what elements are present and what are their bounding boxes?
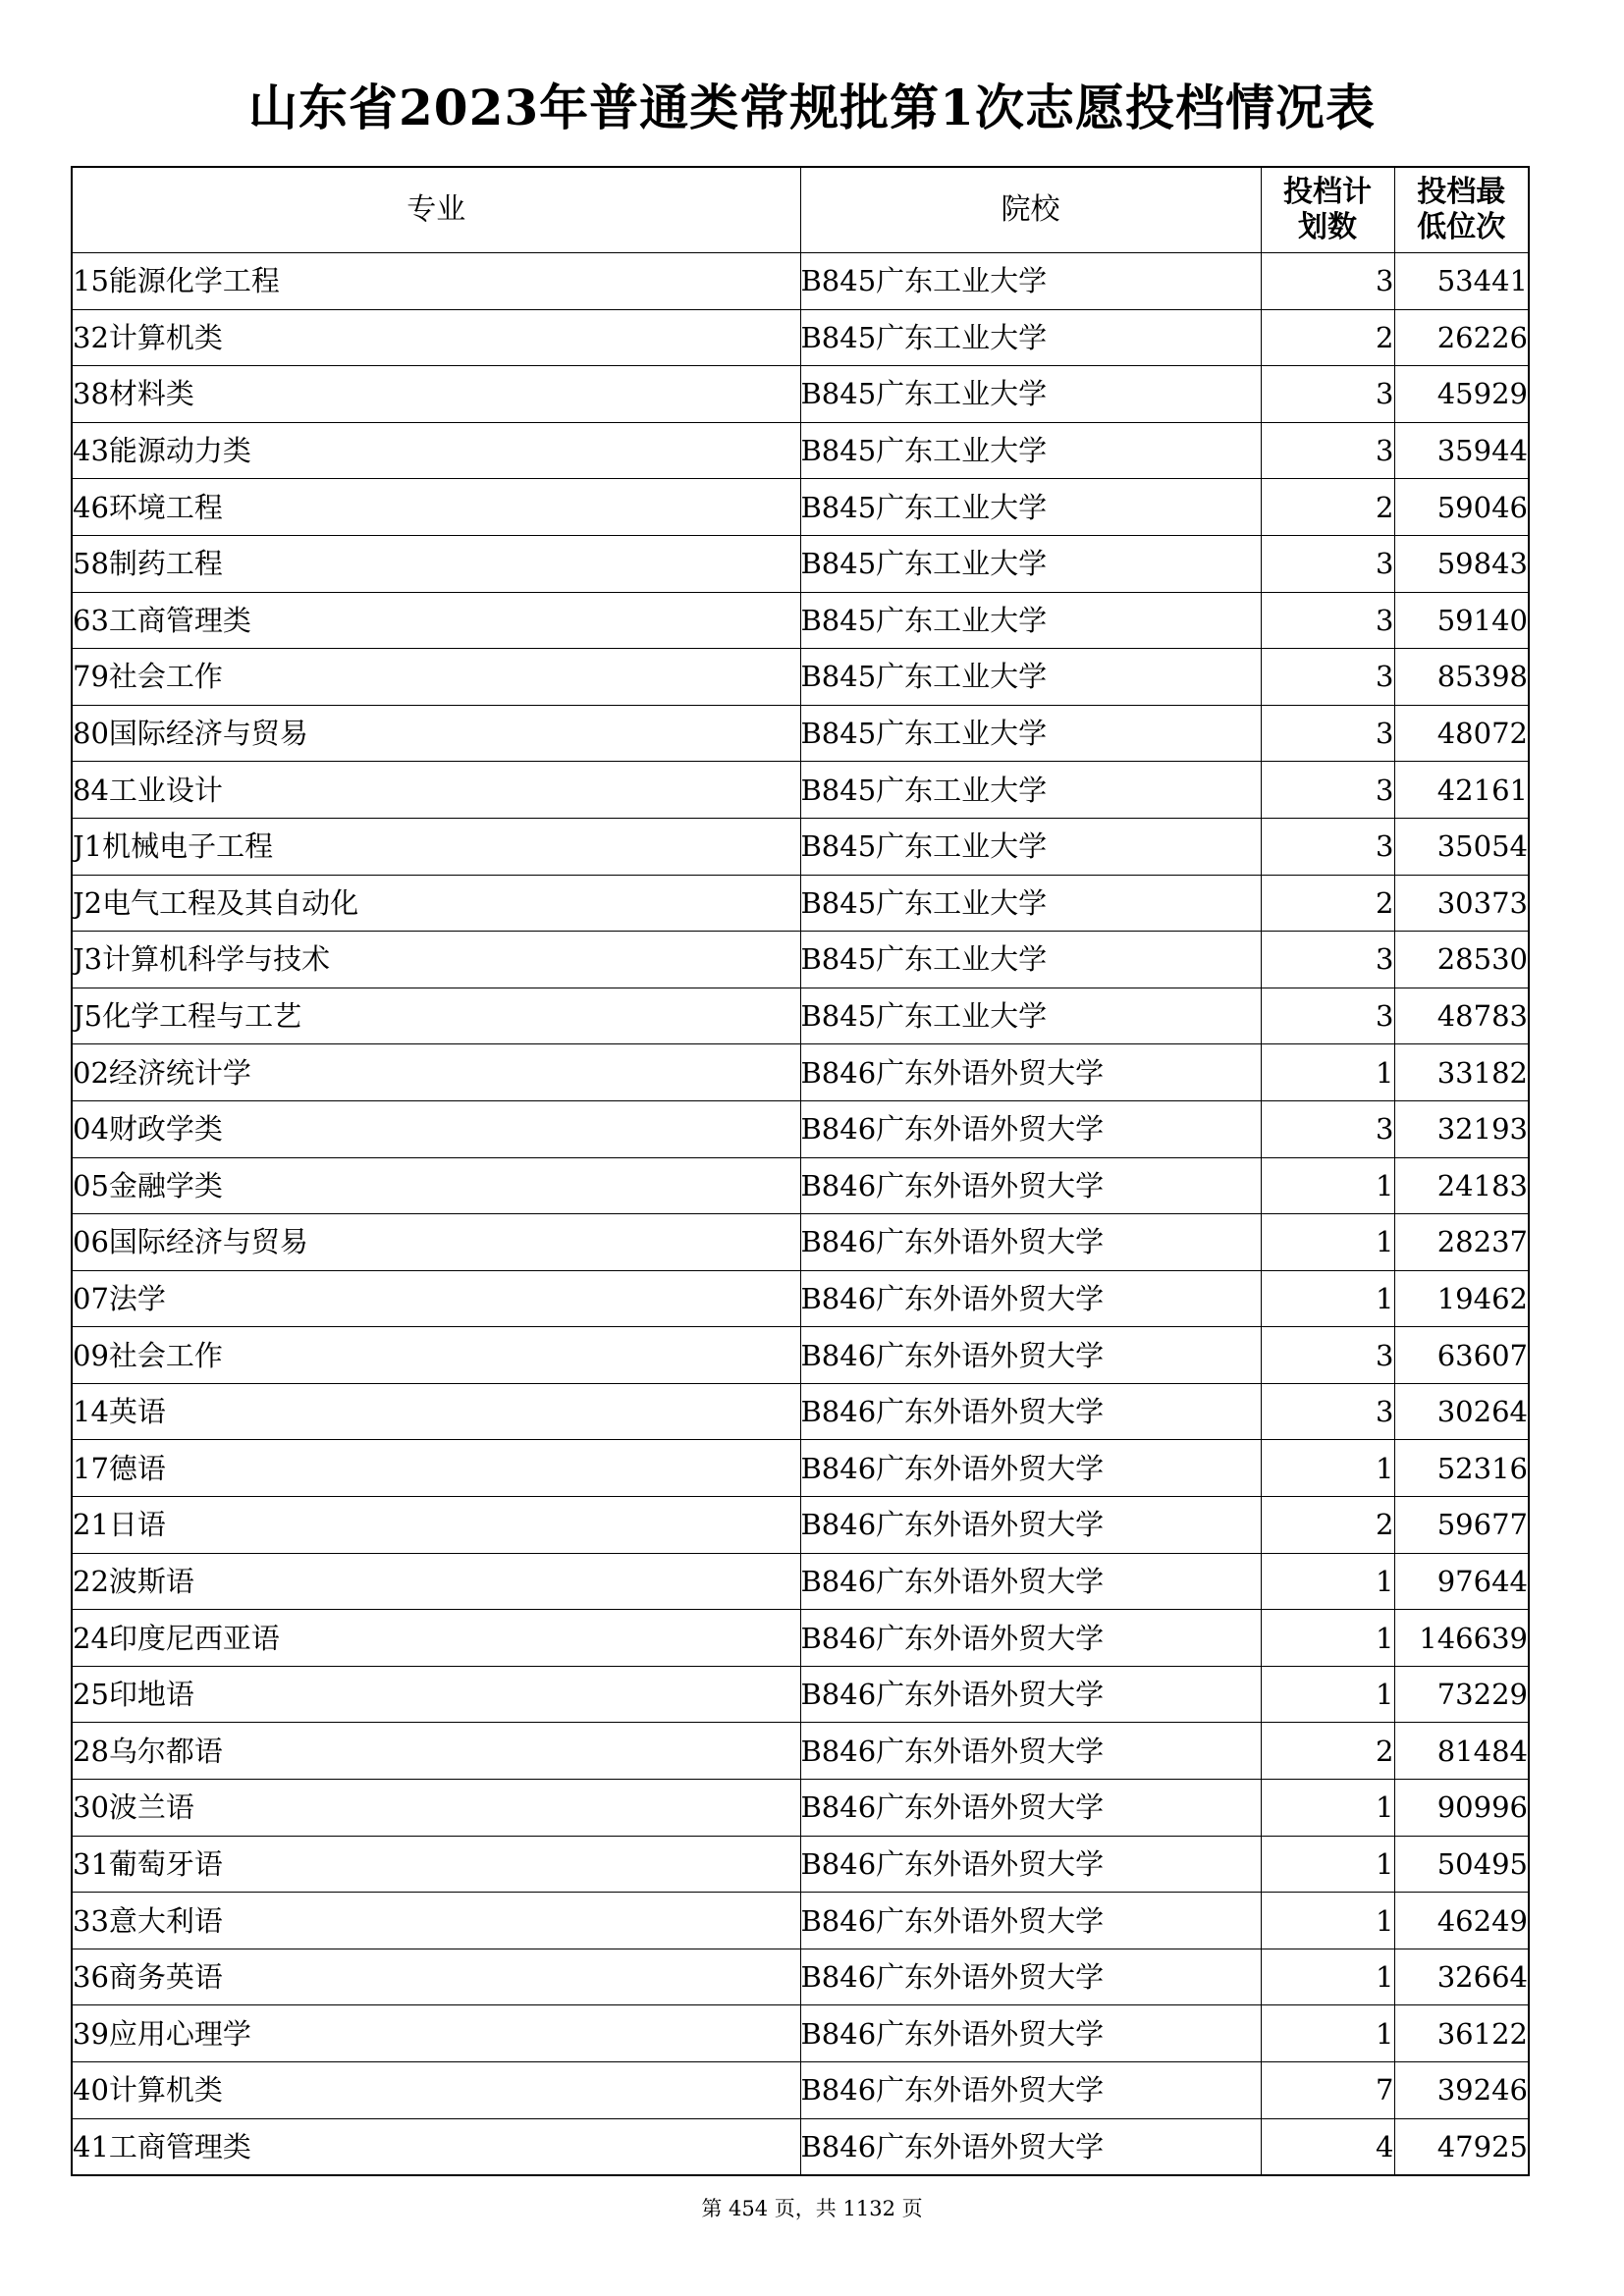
cell-school: B846广东外语外贸大学 <box>800 1893 1261 1949</box>
cell-rank: 46249 <box>1394 1893 1529 1949</box>
cell-school: B845广东工业大学 <box>800 479 1261 536</box>
cell-plan: 2 <box>1261 479 1394 536</box>
table-row <box>72 1497 1529 1554</box>
table-row <box>72 932 1529 988</box>
cell-school: B846广东外语外贸大学 <box>800 1044 1261 1101</box>
cell-major: 21日语 <box>72 1497 800 1554</box>
table-row <box>72 762 1529 819</box>
cell-school: B846广东外语外贸大学 <box>800 1100 1261 1157</box>
cell-rank: 47925 <box>1394 2118 1529 2175</box>
cell-school: B845广东工业大学 <box>800 592 1261 649</box>
cell-school: B846广东外语外贸大学 <box>800 1949 1261 2005</box>
cell-plan: 1 <box>1261 1610 1394 1667</box>
table-row <box>72 422 1529 479</box>
cell-school: B846广东外语外贸大学 <box>800 2005 1261 2062</box>
table-header-row <box>72 167 1529 253</box>
cell-rank: 24183 <box>1394 1157 1529 1214</box>
table-row <box>72 535 1529 592</box>
cell-major: 33意大利语 <box>72 1893 800 1949</box>
header-plan-line2: 划数 <box>1298 210 1357 244</box>
cell-plan: 1 <box>1261 1949 1394 2005</box>
table-row <box>72 875 1529 932</box>
cell-school: B846广东外语外贸大学 <box>800 1780 1261 1837</box>
cell-major: 04财政学类 <box>72 1100 800 1157</box>
cell-major: 28乌尔都语 <box>72 1723 800 1780</box>
cell-plan: 1 <box>1261 1780 1394 1837</box>
cell-major: 14英语 <box>72 1383 800 1440</box>
table-row <box>72 253 1529 310</box>
cell-school: B845广东工业大学 <box>800 535 1261 592</box>
cell-plan: 3 <box>1261 818 1394 875</box>
cell-plan: 1 <box>1261 1553 1394 1610</box>
cell-major: 06国际经济与贸易 <box>72 1214 800 1271</box>
cell-major: 63工商管理类 <box>72 592 800 649</box>
table-row <box>72 2062 1529 2119</box>
table-row <box>72 1270 1529 1327</box>
cell-plan: 2 <box>1261 1497 1394 1554</box>
cell-school: B845广东工业大学 <box>800 762 1261 819</box>
cell-major: 58制药工程 <box>72 535 800 592</box>
table-row <box>72 988 1529 1044</box>
table-row <box>72 309 1529 366</box>
cell-school: B846广东外语外贸大学 <box>800 1327 1261 1384</box>
cell-plan: 3 <box>1261 762 1394 819</box>
cell-plan: 3 <box>1261 705 1394 762</box>
table-row <box>72 1610 1529 1667</box>
cell-major: J2电气工程及其自动化 <box>72 875 800 932</box>
cell-school: B846广东外语外贸大学 <box>800 1666 1261 1723</box>
cell-major: 07法学 <box>72 1270 800 1327</box>
cell-rank: 28530 <box>1394 932 1529 988</box>
cell-plan: 2 <box>1261 309 1394 366</box>
table-row <box>72 1893 1529 1949</box>
cell-plan: 1 <box>1261 1836 1394 1893</box>
table-row <box>72 1044 1529 1101</box>
cell-major: 22波斯语 <box>72 1553 800 1610</box>
cell-school: B846广东外语外贸大学 <box>800 1723 1261 1780</box>
table-row <box>72 592 1529 649</box>
cell-rank: 35944 <box>1394 422 1529 479</box>
cell-school: B845广东工业大学 <box>800 253 1261 310</box>
cell-rank: 48783 <box>1394 988 1529 1044</box>
cell-school: B845广东工业大学 <box>800 649 1261 706</box>
cell-school: B846广东外语外贸大学 <box>800 1270 1261 1327</box>
cell-plan: 4 <box>1261 2118 1394 2175</box>
cell-rank: 73229 <box>1394 1666 1529 1723</box>
cell-major: 84工业设计 <box>72 762 800 819</box>
cell-major: 40计算机类 <box>72 2062 800 2119</box>
cell-plan: 3 <box>1261 1383 1394 1440</box>
cell-rank: 97644 <box>1394 1553 1529 1610</box>
cell-major: J1机械电子工程 <box>72 818 800 875</box>
cell-rank: 30373 <box>1394 875 1529 932</box>
cell-major: 31葡萄牙语 <box>72 1836 800 1893</box>
cell-school: B845广东工业大学 <box>800 422 1261 479</box>
cell-plan: 3 <box>1261 649 1394 706</box>
cell-plan: 1 <box>1261 2005 1394 2062</box>
cell-major: 02经济统计学 <box>72 1044 800 1101</box>
cell-rank: 81484 <box>1394 1723 1529 1780</box>
table-row <box>72 1157 1529 1214</box>
cell-school: B846广东外语外贸大学 <box>800 1383 1261 1440</box>
cell-school: B845广东工业大学 <box>800 366 1261 423</box>
cell-plan: 3 <box>1261 1327 1394 1384</box>
cell-rank: 59843 <box>1394 535 1529 592</box>
header-rank-line2: 低位次 <box>1417 210 1506 244</box>
cell-major: 32计算机类 <box>72 309 800 366</box>
cell-rank: 50495 <box>1394 1836 1529 1893</box>
cell-major: 79社会工作 <box>72 649 800 706</box>
cell-major: 39应用心理学 <box>72 2005 800 2062</box>
cell-school: B846广东外语外贸大学 <box>800 1836 1261 1893</box>
cell-plan: 1 <box>1261 1270 1394 1327</box>
cell-school: B845广东工业大学 <box>800 932 1261 988</box>
cell-major: 05金融学类 <box>72 1157 800 1214</box>
cell-plan: 3 <box>1261 592 1394 649</box>
cell-school: B846广东外语外贸大学 <box>800 1157 1261 1214</box>
cell-school: B845广东工业大学 <box>800 875 1261 932</box>
cell-major: 46环境工程 <box>72 479 800 536</box>
table-row <box>72 1666 1529 1723</box>
header-major: 专业 <box>72 167 800 253</box>
cell-rank: 53441 <box>1394 253 1529 310</box>
cell-rank: 30264 <box>1394 1383 1529 1440</box>
header-school: 院校 <box>800 167 1261 253</box>
table-row <box>72 1327 1529 1384</box>
header-plan-line1: 投档计 <box>1283 175 1372 209</box>
table-row <box>72 2118 1529 2175</box>
cell-plan: 3 <box>1261 1100 1394 1157</box>
cell-rank: 33182 <box>1394 1044 1529 1101</box>
cell-rank: 52316 <box>1394 1440 1529 1497</box>
cell-plan: 2 <box>1261 1723 1394 1780</box>
cell-school: B846广东外语外贸大学 <box>800 1610 1261 1667</box>
table-row <box>72 1383 1529 1440</box>
cell-plan: 1 <box>1261 1157 1394 1214</box>
cell-major: 36商务英语 <box>72 1949 800 2005</box>
cell-school: B846广东外语外贸大学 <box>800 2062 1261 2119</box>
table-row <box>72 649 1529 706</box>
cell-rank: 59677 <box>1394 1497 1529 1554</box>
cell-plan: 1 <box>1261 1440 1394 1497</box>
cell-major: 25印地语 <box>72 1666 800 1723</box>
cell-school: B845广东工业大学 <box>800 818 1261 875</box>
table-row <box>72 705 1529 762</box>
cell-plan: 2 <box>1261 875 1394 932</box>
cell-major: 09社会工作 <box>72 1327 800 1384</box>
table-row <box>72 1949 1529 2005</box>
admission-table <box>71 166 1530 2176</box>
cell-plan: 3 <box>1261 988 1394 1044</box>
cell-plan: 3 <box>1261 932 1394 988</box>
page-title: 山东省2023年普通类常规批第1次志愿投档情况表 <box>248 79 1376 136</box>
table-row <box>72 818 1529 875</box>
cell-plan: 1 <box>1261 1666 1394 1723</box>
header-plan <box>1261 167 1394 253</box>
cell-rank: 28237 <box>1394 1214 1529 1271</box>
header-rank <box>1394 167 1529 253</box>
cell-rank: 48072 <box>1394 705 1529 762</box>
cell-major: 38材料类 <box>72 366 800 423</box>
cell-major: 24印度尼西亚语 <box>72 1610 800 1667</box>
cell-rank: 42161 <box>1394 762 1529 819</box>
cell-plan: 3 <box>1261 366 1394 423</box>
cell-plan: 1 <box>1261 1044 1394 1101</box>
table-row <box>72 1214 1529 1271</box>
cell-school: B846广东外语外贸大学 <box>800 1440 1261 1497</box>
cell-major: 17德语 <box>72 1440 800 1497</box>
cell-school: B845广东工业大学 <box>800 309 1261 366</box>
cell-school: B846广东外语外贸大学 <box>800 2118 1261 2175</box>
table-row <box>72 1553 1529 1610</box>
cell-school: B846广东外语外贸大学 <box>800 1497 1261 1554</box>
cell-rank: 36122 <box>1394 2005 1529 2062</box>
table-row <box>72 1836 1529 1893</box>
cell-plan: 7 <box>1261 2062 1394 2119</box>
table-row <box>72 1723 1529 1780</box>
table-row <box>72 479 1529 536</box>
cell-rank: 32664 <box>1394 1949 1529 2005</box>
cell-rank: 32193 <box>1394 1100 1529 1157</box>
cell-plan: 3 <box>1261 253 1394 310</box>
table-row <box>72 2005 1529 2062</box>
cell-major: 15能源化学工程 <box>72 253 800 310</box>
table-body <box>72 253 1529 2176</box>
cell-school: B845广东工业大学 <box>800 988 1261 1044</box>
cell-rank: 45929 <box>1394 366 1529 423</box>
page-footer: 第 454 页，共 1132 页 <box>701 2197 923 2220</box>
cell-major: J3计算机科学与技术 <box>72 932 800 988</box>
cell-major: 41工商管理类 <box>72 2118 800 2175</box>
table-row <box>72 1100 1529 1157</box>
cell-plan: 3 <box>1261 535 1394 592</box>
cell-rank: 59140 <box>1394 592 1529 649</box>
cell-rank: 85398 <box>1394 649 1529 706</box>
cell-school: B846广东外语外贸大学 <box>800 1553 1261 1610</box>
header-rank-line1: 投档最 <box>1417 175 1506 209</box>
table-row <box>72 1780 1529 1837</box>
cell-school: B845广东工业大学 <box>800 705 1261 762</box>
cell-rank: 90996 <box>1394 1780 1529 1837</box>
table-row <box>72 1440 1529 1497</box>
cell-rank: 146639 <box>1394 1610 1529 1667</box>
cell-school: B846广东外语外贸大学 <box>800 1214 1261 1271</box>
cell-rank: 26226 <box>1394 309 1529 366</box>
cell-major: J5化学工程与工艺 <box>72 988 800 1044</box>
cell-plan: 1 <box>1261 1214 1394 1271</box>
cell-plan: 3 <box>1261 422 1394 479</box>
cell-major: 43能源动力类 <box>72 422 800 479</box>
cell-rank: 35054 <box>1394 818 1529 875</box>
cell-rank: 59046 <box>1394 479 1529 536</box>
cell-rank: 19462 <box>1394 1270 1529 1327</box>
cell-major: 80国际经济与贸易 <box>72 705 800 762</box>
table-row <box>72 366 1529 423</box>
cell-major: 30波兰语 <box>72 1780 800 1837</box>
cell-rank: 39246 <box>1394 2062 1529 2119</box>
cell-plan: 1 <box>1261 1893 1394 1949</box>
cell-rank: 63607 <box>1394 1327 1529 1384</box>
